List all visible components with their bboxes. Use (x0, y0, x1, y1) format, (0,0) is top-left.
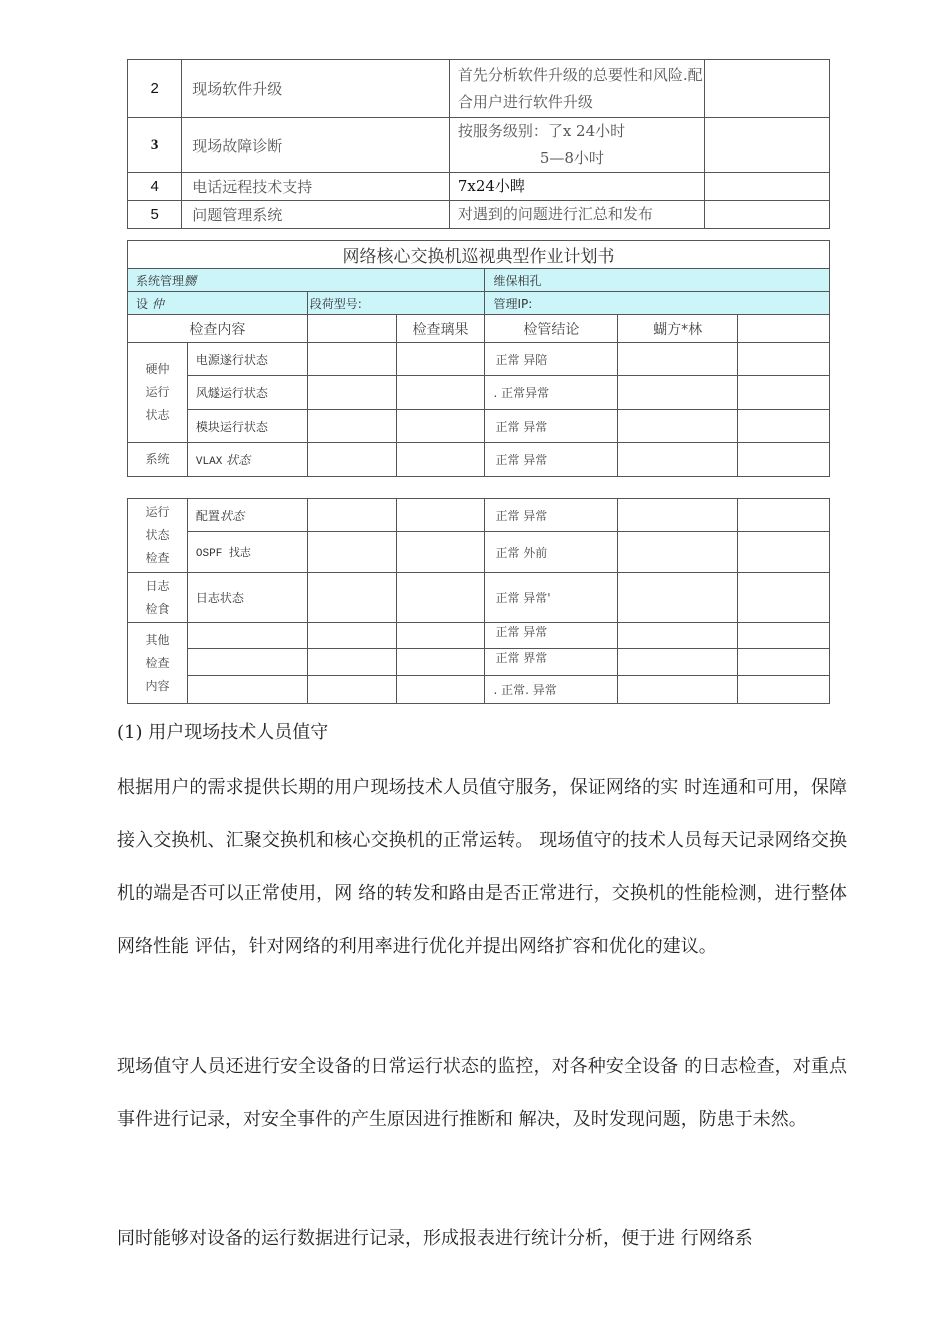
header-content: 检查内容 (128, 315, 308, 343)
service-desc: 对遇到的问题进行汇总和发布 (449, 201, 704, 229)
service-name: 电话远程技术支持 (182, 173, 450, 201)
group-label: 检查 (145, 551, 170, 565)
device-label: 设 (136, 296, 149, 311)
check-item: OSPF 找志 (187, 532, 307, 573)
group-label: 状态 (145, 528, 170, 542)
check-item: 风燧运行状态 (187, 376, 307, 410)
service-name: 现场故障诊断 (182, 118, 450, 173)
table-row (128, 173, 830, 201)
header-conclusion: 检管结论 (485, 315, 618, 343)
model-label: 段荷型号: (307, 292, 485, 315)
header-handler: 蝴方*林 (618, 315, 738, 343)
service-desc: 7x24小睥 (449, 173, 704, 201)
check-result: 正常 异陪 (485, 343, 618, 376)
group-label: 日志 (145, 578, 170, 593)
inspection-plan-table-continued (127, 498, 830, 704)
check-item: 日志状态 (187, 573, 307, 623)
device-value: 仲 (151, 296, 164, 311)
check-result: . 正常. 异常 (485, 676, 618, 704)
row-number: 3 (128, 118, 182, 173)
check-result: 正常 异常 (485, 410, 618, 443)
group-label: 状志 (145, 408, 170, 422)
group-label: 检查 (145, 655, 170, 670)
group-label: 硬仲 (145, 362, 170, 376)
sys-admin-value: 嬲 (184, 273, 197, 288)
service-desc: 首先分析软件升级的总要性和风险.配合用户进行软件升级 (449, 60, 704, 118)
check-result: 正常 外前 (485, 532, 618, 573)
table-row (128, 118, 830, 173)
group-label: 运行 (145, 385, 170, 399)
section-heading: (1) 用户现场技术人员值守 (117, 722, 329, 743)
paragraph: 同时能够对设备的运行数据进行记录，形成报表进行统计分析，便于进 行网络系 (117, 1228, 753, 1249)
paragraph: 根据用户的需求提供长期的用户现场技术人员值守服务，保证网络的实 时连通和可用，保障接入交换机、汇聚交换机和核心交换机的正常运转。 现场值守的技术人员每天记录网络交换机的端是否可以正常使用，网 络的转发和路由是否正常进行，交换机的性能检测，进行整体网络性能 评估，针对网络的利用率进行优化并提出网络扩容和优化的建议。 (117, 777, 847, 957)
check-item: 模块运行状态 (187, 410, 307, 443)
check-item-suffix: 状态 (226, 453, 251, 467)
plan-title: 网络核心交换机巡视典型作业计划书 (128, 241, 830, 269)
maint-label: 维保相孔 (485, 269, 830, 292)
check-item-suffix: 状态 (219, 508, 244, 523)
group-label: 其他 (145, 632, 170, 647)
check-result: 正常 异常 (485, 623, 618, 649)
service-name: 现场软件升级 (182, 60, 450, 118)
group-label: 内容 (145, 678, 170, 693)
check-result: . 正常异常 (485, 376, 618, 410)
row-number: 4 (128, 173, 182, 201)
ip-label: 管理IP: (485, 292, 830, 315)
table-row (128, 60, 830, 118)
group-label: 运行 (145, 505, 170, 519)
paragraph: 现场值守人员还进行安全设备的日常运行状态的监控，对各种安全设备 的日志检查，对重点事件进行记录，对安全事件的产生原因进行推断和 解决，及时发现问题，防患于未然。 (117, 1056, 847, 1130)
header-result: 检查璃果 (396, 315, 485, 343)
row-number: 5 (128, 201, 182, 229)
services-table (127, 59, 830, 229)
service-desc: 5—8小吋 (539, 149, 604, 167)
check-result: 正常 异常 (485, 443, 618, 477)
group-label: 检食 (145, 601, 170, 616)
check-item: 配置 (195, 508, 220, 523)
check-result: 正常 异常' (485, 573, 618, 623)
service-name: 问题管理系统 (182, 201, 450, 229)
sys-admin-label: 系统管理 (136, 273, 185, 288)
check-result: 正常 界常 (485, 649, 618, 676)
table-row (128, 201, 830, 229)
check-item: 电源遂行状态 (187, 343, 307, 376)
inspection-plan-table (127, 240, 830, 477)
row-number: 2 (128, 60, 182, 118)
check-result: 正常 异常 (485, 499, 618, 532)
service-desc: 按服务级别：了x 24小时 (457, 122, 626, 140)
group-label: 系统 (128, 443, 188, 477)
check-item: VLAX (195, 456, 223, 468)
